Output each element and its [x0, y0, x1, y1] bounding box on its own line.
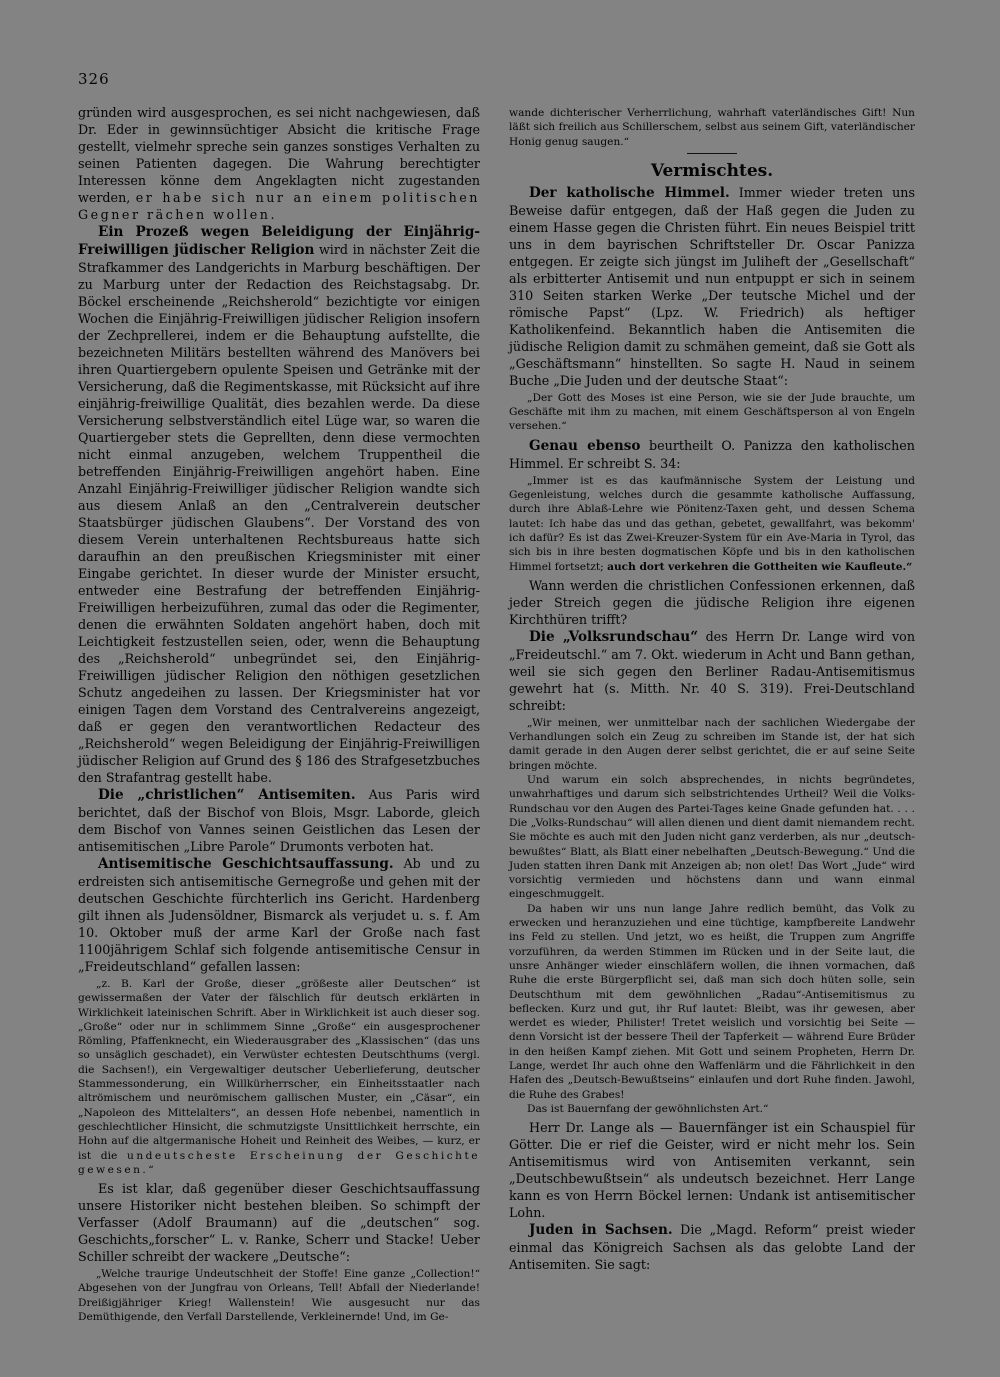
article-heading: Antisemitische Geschichtsauffassung. — [98, 856, 394, 872]
article-heading: Die „christlichen“ Antisemiten. — [98, 787, 356, 803]
paragraph: Herr Dr. Lange als — Bauernfänger ist ein Schauspiel für Götter. Die er rief die Geister, wird er nicht mehr los. Sein Antisemitismus wird von Antisemiten verkannt, sein „Deutschbewußtsein“ als undeutsch bezeichnet. Herr Lange kann es von Herrn Böckel lernen: Undank ist antisemitischer Lohn. — [509, 1120, 915, 1221]
page-number: 326 — [78, 70, 110, 88]
article-heading: Der katholische Himmel. — [529, 184, 730, 201]
paragraph: Die „Volksrundschau“ des Herrn Dr. Lange wird von „Freideutschl.“ am 7. Okt. wiederum in Acht und Bann gethan, weil sie sich gegen den Berliner Radau-Antisemitismus gewehrt hat (s. Mitth. Nr. 40 S. 319). Frei-Deutschland schreibt: — [509, 628, 915, 713]
paragraph: Ein Prozeß wegen Beleidigung der Einjährig-Freiwilligen jüdischer Religion wird in nächster Zeit die Strafkammer des Landgerichts in Marburg beschäftigen. Der zu Marburg unter der Redaction des Reichstagsabg. Dr. Böckel erscheinende „Reichsherold“ bezichtigte vor einigen Wochen die Einjährig-Freiwilligen jüdischer Religion insofern der Zechprellerei, indem er die Behauptung aufstellte, die bezeichneten Militärs bestellten während des Manövers bei ihren Quartiergebern opulente Speisen und Getränke mit der Versicherung, daß die Regimentskasse, mit Rücksicht auf ihre einjährig-freiwillige Qualität, dies bezahlen werde. Da diese Versicherung selbstverständlich eitel Lüge war, so waren die Quartiergeber stets die Geprellten, denn diese vermochten nicht einmal anzugeben, welchem Truppentheil die betreffenden Einjährig-Freiwilligen angehört haben. Eine Anzahl Einjährig-Freiwilliger jüdischer Religion wandte sich aus diesem Anlaß an den „Centralverein deutscher Staatsbürger jüdischen Glaubens“. Der Vorstand des von diesem Verein unterhaltenen Rechtsbureaus hatte sich daraufhin an den preußischen Kriegsminister mit einer Eingabe gerichtet. In dieser wurde der Minister ersucht, entweder eine Bestrafung der betreffenden Einjährig-Freiwilligen herbeizuführen, zumal das oder die Regimenter, denen die erwähnten Soldaten angehört haben, doch mit Leichtigkeit festzustellen seien, oder, wenn die Behauptung des „Reichsherold“ unbegründet sei, den Einjährig-Freiwilligen jüdischer Religion den nöthigen gesetzlichen Schutz angedeihen zu lassen. Der Kriegsminister hat vor einigen Tagen dem Vorstand des Centralvereins angezeigt, daß er gegen den verantwortlichen Redacteur des „Reichsherold“ wegen Beleidigung der Einjährig-Freiwilligen jüdischer Religion auf Grund des § 186 des Strafgesetzbuches den Strafantrag gestellt habe. — [78, 224, 480, 785]
block-quote: „Der Gott des Moses ist eine Person, wie sie der Jude brauchte, um Geschäfte mit ihm zu machen, mit einem Geschäftsperson al von Engeln versehen.“ — [509, 391, 915, 433]
paragraph: Es ist klar, daß gegenüber dieser Geschichtsauffassung unsere Historiker nicht bestehen bleiben. So schimpft der Verfasser (Adolf Braumann) auf die „deutschen“ sog. Geschichts„forscher“ L. v. Ranke, Scherr und Stacke! Ueber Schiller schreibt der wackere „Deutsche“: — [78, 1181, 480, 1265]
divider — [687, 153, 737, 154]
block-quote: „Welche traurige Undeutschheit der Stoffe! Eine ganze „Collection!“ Abgesehen von der Jungfrau von Orleans, Tell! Abfall der Niederlande! Dreißigjähriger Krieg! Wallenstein! Wie ausgesucht nur das Demüthigende, den Verfall Darstellende, Verkleinernde! Und, im Ge- — [78, 1268, 480, 1324]
paragraph: Die „christlichen“ Antisemiten. Aus Paris wird berichtet, daß der Bischof von Blois, Msgr. Laborde, gleich dem Bischof von Vannes seinen Geistlichen das Lesen der antisemitischen „Libre Parole“ Drumonts verboten hat. — [78, 787, 480, 854]
block-quote: „Immer ist es das kaufmännische System der Leistung und Gegenleistung, welches durch die gesammte katholische Auffassung, durch ihre Ablaß-Lehre wie Pönitenz-Taxen geht, und dessen Schema lautet: Ich habe das und das gethan, gebetet, gewallfahrt, was bekomm' ich dafür? Es ist das Zwei-Kreuzer-System für ein Ave-Maria in Tyrol, das sich bis in ihre besten dogmatischen Köpfe und bis in den katholischen Himmel fortsetzt; auch dort verkehren die Gottheiten wie Kaufleute.“ — [509, 474, 915, 573]
article-heading: Genau ebenso — [529, 437, 641, 454]
section-title: Vermischtes. — [650, 160, 774, 181]
paragraph: Antisemitische Geschichtsauffassung. Ab und zu erdreisten sich antisemitische Gernegroße und gehen mit der deutschen Geschichte fürchterlich ins Gericht. Hardenberg gilt ihnen als Judensöldner, Bismarck als verjudet u. s. f. Am 10. Oktober muß der arme Karl der Große nach fast 1100jährigem Schlaf sich folgende antisemitische Censur in „Freideutschland“ gefallen lassen: — [78, 856, 480, 974]
paragraph: Der katholische Himmel. Immer wieder treten uns Beweise dafür entgegen, daß der Haß gegen die Juden zu einem Hasse gegen die Christen führt. Ein neues Beispiel tritt uns in dem bayrischen Schriftsteller Dr. Oscar Panizza entgegen. Er zeigte sich jüngst im Juliheft der „Gesellschaft“ als erbitterter Antisemit und nun entpuppt er sich in seinem 310 Seiten starken Werke „Der teutsche Michel und der römische Papst“ (Lpz. W. Friedrich) als heftiger Katholikenfeind. Bekanntlich haben die Antisemiten die jüdische Religion damit zu schmähen gemeint, daß sie Gott als „Geschäftsmann“ hinstellten. So sagte H. Naud in seinem Buche „Die Juden und der deutsche Staat“: — [509, 184, 915, 388]
article-heading: Ein Prozeß wegen Beleidigung der Einjährig-Freiwilligen jüdischer Religion — [78, 224, 480, 258]
paragraph: Genau ebenso beurtheilt O. Panizza den katholischen Himmel. Er schreibt S. 34: — [509, 437, 915, 471]
right-column — [509, 104, 915, 1273]
spaced-emphasis: er habe sich nur an einem politischen Gegner rächen wollen. — [78, 190, 480, 222]
paragraph: Wann werden die christlichen Confessionen erkennen, daß jeder Streich gegen die jüdische Religion ihre eigenen Kirchthüren trifft? — [509, 577, 915, 627]
article-heading: Die „Volksrundschau“ — [529, 628, 699, 645]
spaced-emphasis: undeutscheste Erscheinung der Geschichte gewesen.“ — [78, 1149, 480, 1176]
block-quote: wande dichterischer Verherrlichung, wahrhaft vaterländisches Gift! Nun läßt sich freilich aus Schillerschem, selbst aus seinem Gift, vaterländischer Honig genug saugen.“ — [509, 107, 915, 148]
bold-emphasis: auch dort verkehren die Gottheiten wie Kaufleute.“ — [607, 560, 913, 573]
block-quote: „z. B. Karl der Große, dieser „größeste aller Deutschen“ ist gewissermaßen der Vater der fälschlich für deutsch erklärten in Wirklichkeit lateinischen Schrift. Aber in Wirklichkeit ist auch dieser sog. „Große“ oder nur in schlimmem Sinne „Große“ ein ausgesprochener Römling, Pfaffenknecht, ein Wiederausgraber des „Klassischen“ (das uns so unsäglich geschadet), ein Verwüster echtesten Deutschthums (vergl. die Sachsen!), ein Vergewaltiger deutscher Ueberlieferung, deutscher Stammessonderung, ein Willkürherrscher, ein Einheitsstaatler nach altrömischem und neurömischem gallischen Muster, ein „Cäsar“, ein „Napoleon des Mittelalters“, an dessen Hofe nebenbei, namentlich in geschlechtlicher Hinsicht, die schmutzigste Unsittlichkeit herrschte, ein Hohn auf die altgermanische Hoheit und Reinheit des Weibes, — kurz, er ist die undeutscheste Erscheinung der Geschichte gewesen.“ — [78, 978, 480, 1176]
block-quote: „Wir meinen, wer unmittelbar nach der sachlichen Wiedergabe der Verhandlungen solch ein Zeug zu schreiben im Stande ist, der hat sich damit gerade in den Augen derer selbst gerichtet, die er auf seine Seite bringen möchte. Und warum ein solch absprechendes, in nichts begründetes, unwahrhaftiges und darum sich selbstrichtendes Urtheil? Weil die Volks-Rundschau vor den Augen des Partei-Tages keine Gnade gefunden hat. . . . Die „Volks-Rundschau“ will allen dienen und dient damit niemandem recht. Sie möchte es auch mit den Juden nicht ganz verderben, als nur „deutsch-bewußtes“ Blatt, als Blatt einer nebelhaften „Deutsch-Bewegung.“ Und die Juden statten ihren Dank mit Anzeigen ab; non olet! Das Wort „Jude“ wird vorsichtig vermieden und höchstens dann und wann einmal eingeschmuggelt. Da haben wir uns nun lange Jahre redlich bemüht, das Volk zu erwecken und heranzuziehen und eine tüchtige, kampfbereite Landwehr ins Feld zu stellen. Und jetzt, wo es heißt, die Truppen zum Angriffe vorzuführen, da werden Stimmen im Rücken und in der Seite laut, die unsre Anhänger wieder einschläfern wollen, die ihnen vormachen, daß Ruhe die erste Bürgerpflicht sei, daß man sich doch hüten solle, sein Deutschthum mit dem gewöhnlichen „Radau“-Antisemitismus zu beflecken. Kurz und gut, ihr Ruf lautet: Bleibt, was ihr gewesen, aber werdet es wieder, Philister! Tretet weislich und vorsichtig bei Seite — denn Vorsicht ist der bessere Theil der Tapferkeit — während Eure Brüder in den heißen Kampf ziehen. Mit Gott und seinem Propheten, Herrn Dr. Lange, werdet Ihr auch ohne den Waffenlärm und die Fährlichkeit in den Hafen des „Deutsch-Bewußtseins“ einlaufen und dort Ruhe finden. Jawohl, die Ruhe des Grabes! Das ist Bauernfang der gewöhnlichsten Art.“ — [509, 716, 915, 1115]
paragraph: gründen wird ausgesprochen, es sei nicht nachgewiesen, daß Dr. Eder in gewinnsüchtiger Absicht die kritische Frage gestellt, vielmehr spreche sein ganzes sonstiges Verhalten zu seinen Patienten dagegen. Die Wahrung berechtigter Interessen könne dem Angeklagten nicht zugestanden werden, er habe sich nur an einem politischen Gegner rächen wollen. — [78, 105, 480, 222]
left-column — [78, 104, 480, 1327]
article-heading: Juden in Sachsen. — [529, 1222, 673, 1239]
paragraph: Juden in Sachsen. Die „Magd. Reform“ preist wieder einmal das Königreich Sachsen als das gelobte Land der Antisemiten. Sie sagt: — [509, 1222, 915, 1273]
